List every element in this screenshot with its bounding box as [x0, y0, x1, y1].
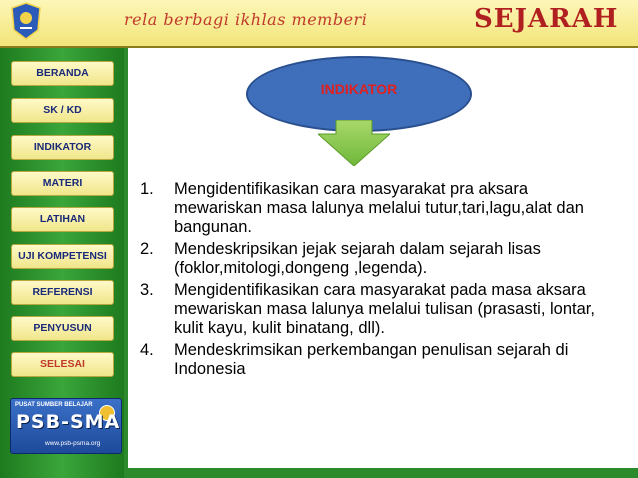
nav-materi-button[interactable]: MATERI	[11, 171, 114, 196]
nav-penyusun-button[interactable]: PENYUSUN	[11, 316, 114, 341]
list-item	[140, 240, 620, 278]
psb-main-text: PSB-SMA	[16, 411, 121, 433]
nav-selesai-button[interactable]: SELESAI	[11, 352, 114, 377]
psb-top-text: PUSAT SUMBER BELAJAR	[15, 402, 93, 408]
nav-indikator-button[interactable]: INDIKATOR	[11, 135, 114, 160]
psb-url-text: www.psb-psma.org	[45, 440, 101, 447]
nav-beranda-button[interactable]: BERANDA	[11, 61, 114, 86]
list-number: 4.	[140, 341, 154, 359]
indicator-list	[140, 180, 620, 382]
list-item-text: Mendeskripsikan jejak sejarah dalam sejarah lisas (foklor,mitologi,dongeng ,legenda).	[174, 240, 541, 277]
psb-sma-badge[interactable]	[10, 398, 122, 454]
subject-title: SEJARAH	[474, 4, 619, 34]
header-bar	[0, 0, 638, 48]
list-item	[140, 341, 620, 379]
list-item-text: Mengidentifikasikan cara masyarakat pada masa aksara mewariskan masa lalunya melalui tulisan (prasasti, lontar, kulit kayu, kulit binatang, dll).	[174, 281, 595, 337]
list-number: 2.	[140, 240, 154, 258]
list-item-text: Mendeskrimsikan perkembangan penulisan sejarah di Indonesia	[174, 341, 569, 378]
page-title: INDIKATOR	[320, 81, 398, 97]
nav-sk-kd-button[interactable]: SK / KD	[11, 98, 114, 123]
slogan-text: rela berbagi ikhlas memberi	[124, 10, 368, 29]
nav-referensi-button[interactable]: REFERENSI	[11, 280, 114, 305]
list-item	[140, 180, 620, 237]
bottom-border	[124, 468, 638, 478]
list-item-text: Mengidentifikasikan cara masyarakat pra aksara mewariskan masa lalunya melalui tutur,tari,lagu,alat dan bangunan.	[174, 180, 584, 236]
list-number: 1.	[140, 180, 154, 198]
nav-latihan-button[interactable]: LATIHAN	[11, 207, 114, 232]
nav-uji-kompetensi-button[interactable]: UJI KOMPETENSI	[11, 244, 114, 269]
tut-wuri-logo-icon	[10, 2, 42, 40]
list-number: 3.	[140, 281, 154, 299]
list-item	[140, 281, 620, 338]
down-arrow-icon	[318, 120, 390, 166]
